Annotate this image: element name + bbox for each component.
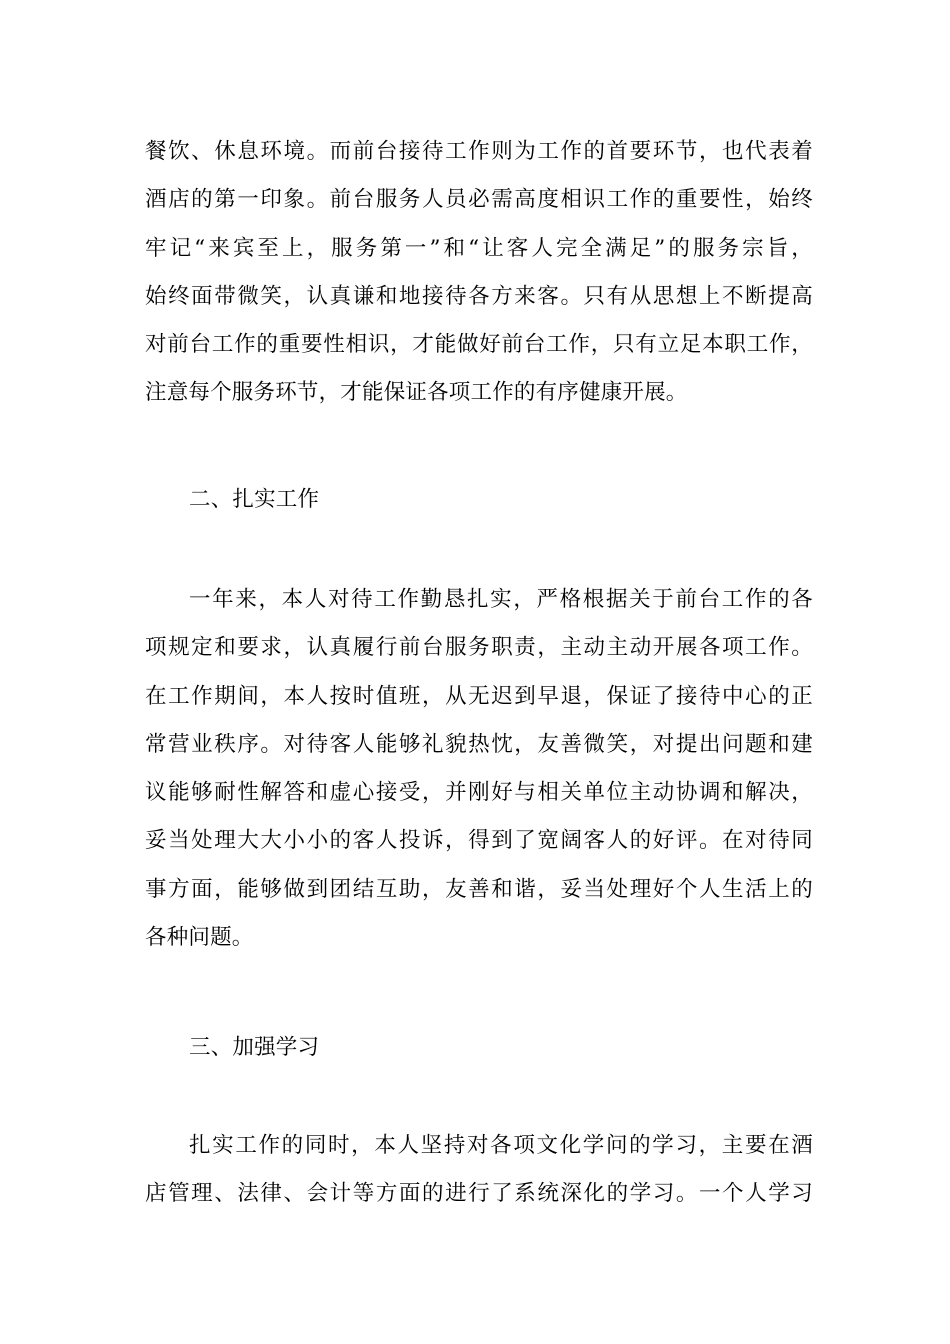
text-line: 酒店的第一印象。前台服务人员必需高度相识工作的重要性，始终 <box>145 187 813 213</box>
paragraph-service-attitude <box>145 128 813 418</box>
section-heading-study <box>145 1024 813 1072</box>
paragraph-study <box>145 1122 813 1219</box>
text-line: 在工作期间，本人按时值班，从无迟到早退，保证了接待中心的正 <box>145 683 813 709</box>
text-line: 妥当处理大大小小的客人投诉，得到了宽阔客人的好评。在对待同 <box>145 828 813 854</box>
section-heading-solid-work <box>145 476 813 524</box>
text-line: 议能够耐性解答和虚心接受，并刚好与相关单位主动协调和解决， <box>145 780 813 806</box>
text-line: 餐饮、休息环境。而前台接待工作则为工作的首要环节，也代表着 <box>145 139 813 164</box>
text-line: 事方面，能够做到团结互助，友善和谐，妥当处理好个人生活上的 <box>145 876 813 902</box>
text-line: 常营业秩序。对待客人能够礼貌热忱，友善微笑，对提出问题和建 <box>145 731 813 757</box>
text-line: 对前台工作的重要性相识，才能做好前台工作，只有立足本职工作， <box>145 332 813 358</box>
text-line: 注意每个服务环节，才能保证各项工作的有序健康开展。 <box>145 380 688 406</box>
text-line: 始终面带微笑，认真谦和地接待各方来客。只有从思想上不断提高 <box>145 283 813 309</box>
paragraph-solid-work <box>145 576 813 962</box>
text-line: 一年来，本人对待工作勤恳扎实，严格根据关于前台工作的各 <box>189 587 813 612</box>
section-heading: 三、加强学习 <box>189 1035 320 1060</box>
text-line: 牢记“来宾至上，服务第一”和“让客人完全满足”的服务宗旨， <box>145 235 813 261</box>
text-line: 各种问题。 <box>145 925 254 951</box>
text-line: 店管理、法律、会计等方面的进行了系统深化的学习。一个人学习 <box>145 1181 813 1207</box>
text-line: 扎实工作的同时，本人坚持对各项文化学问的学习，主要在酒 <box>189 1133 813 1158</box>
section-heading: 二、扎实工作 <box>189 487 320 512</box>
text-line: 项规定和要求，认真履行前台服务职责，主动主动开展各项工作。 <box>145 635 813 661</box>
